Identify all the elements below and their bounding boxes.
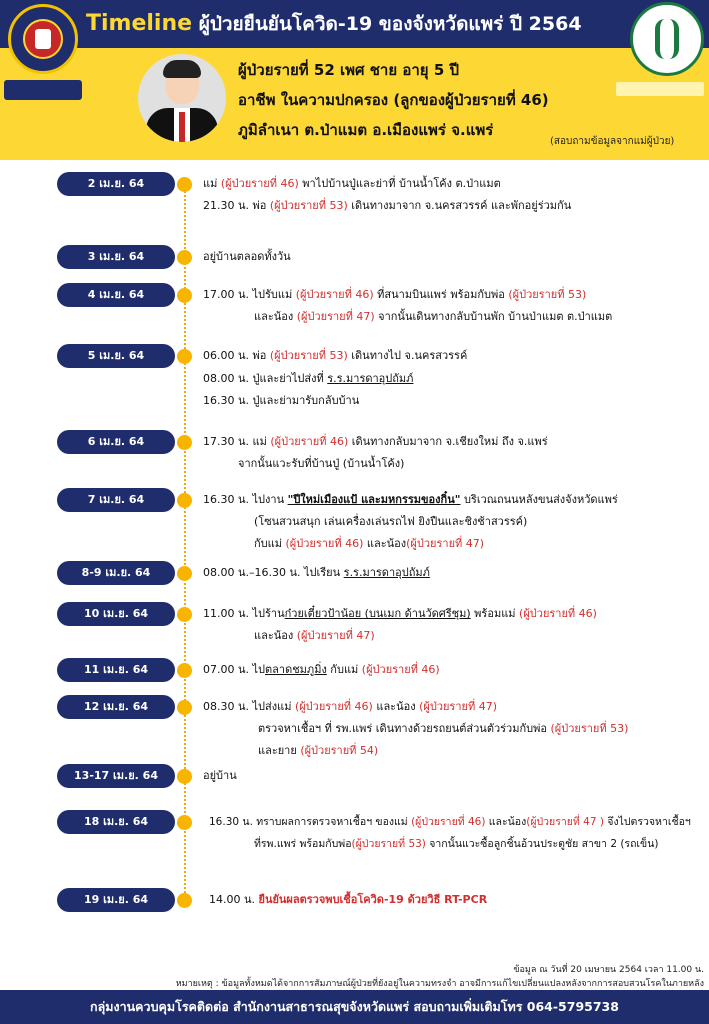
event-text: ตรวจหาเชื้อฯ ที่ รพ.แพร่ เดินทางด้วยรถยนต์ส่วนตัวร่วมกับพ่อ (ผู้ป่วยรายที่ 53) — [258, 722, 629, 735]
event-text: แม่ (ผู้ป่วยรายที่ 46) พาไปบ้านปู่และย่าที่ บ้านน้ำโค้ง ต.ป่าแมต — [203, 177, 501, 190]
date-pill: 6 เม.ย. 64 — [57, 430, 175, 454]
date-pill: 2 เม.ย. 64 — [57, 172, 175, 196]
ministry-caption — [616, 82, 704, 96]
provincial-seal-icon — [8, 4, 78, 74]
timeline-dot — [177, 769, 192, 784]
title-highlight: Timeline — [86, 11, 193, 36]
occupation-line: อาชีพ ในความปกครอง (ลูกของผู้ป่วยรายที่ 46) — [238, 91, 549, 109]
event-text: 08.00 น. ปู่และย่าไปส่งที่ ร.ร.มารดาอุปถัมภ์ — [203, 372, 414, 385]
timeline-dot — [177, 607, 192, 622]
date-pill: 10 เม.ย. 64 — [57, 602, 175, 626]
timeline-dot — [177, 288, 192, 303]
event-text: 16.30 น. ไปงาน "ปีใหม่เมืองแป้ และมหกรรมของกิ๋น" บริเวณถนนหลังขนส่งจังหวัดแพร่ — [203, 493, 618, 506]
timeline-dot — [177, 435, 192, 450]
source-note: (สอบถามข้อมูลจากแม่ผู้ป่วย) — [550, 136, 675, 147]
date-pill: 7 เม.ย. 64 — [57, 488, 175, 512]
page-title — [86, 6, 626, 42]
date-pill: 3 เม.ย. 64 — [57, 245, 175, 269]
event-text: (โซนสวนสนุก เล่นเครื่องเล่นรถไฟ ยิงปืนและชิงช้าสวรรค์) — [254, 515, 528, 528]
remark: หมายเหตุ : ข้อมูลทั้งหมดได้จากการสัมภาษณ์ผู้ป่วยที่ยังอยู่ในความทรงจำ อาจมีการแก้ไขเปลี่ยนแปลงหลังจากการสอบสวนโรคในภายหลัง — [175, 979, 704, 989]
timeline-dot — [177, 349, 192, 364]
event-text: และน้อง (ผู้ป่วยรายที่ 47) จากนั้นเดินทางกลับบ้านพัก บ้านป่าแมต ต.ป่าแมต — [254, 310, 613, 323]
date-pill: 18 เม.ย. 64 — [57, 810, 175, 834]
timeline-dot — [177, 893, 192, 908]
timeline-dot — [177, 493, 192, 508]
event-text: 16.30 น. ทราบผลการตรวจหาเชื้อฯ ของแม่ (ผู้ป่วยรายที่ 46) และน้อง(ผู้ป่วยรายที่ 47 ) จึงไปตรวจหาเชื้อฯ — [209, 816, 691, 828]
patient-line: ผู้ป่วยรายที่ 52 เพศ ชาย อายุ 5 ปี — [238, 61, 459, 79]
timeline-dot — [177, 815, 192, 830]
event-text: 21.30 น. พ่อ (ผู้ป่วยรายที่ 53) เดินทางมาจาก จ.นครสวรรค์ และพักอยู่ร่วมกัน — [203, 199, 572, 212]
event-text: 16.30 น. ปู่และย่ามารับกลับบ้าน — [203, 394, 360, 407]
date-pill: 4 เม.ย. 64 — [57, 283, 175, 307]
date-pill: 12 เม.ย. 64 — [57, 695, 175, 719]
covid-center-badge — [4, 80, 82, 100]
timeline-dot — [177, 177, 192, 192]
event-text: 11.00 น. ไปร้านก๋วยเตี๋ยวป้าน้อย (บนเมก ด้านวัดศรีชุม) พร้อมแม่ (ผู้ป่วยรายที่ 46) — [203, 607, 597, 620]
date-pill: 5 เม.ย. 64 — [57, 344, 175, 368]
timeline-dot — [177, 700, 192, 715]
event-text: จากนั้นแวะรับที่บ้านปู่ (บ้านน้ำโค้ง) — [238, 457, 405, 470]
event-text: 07.00 น. ไปตลาดชมภูมิ่ง กับแม่ (ผู้ป่วยรายที่ 46) — [203, 663, 440, 676]
event-text: อยู่บ้าน — [203, 769, 237, 782]
event-text: 17.00 น. ไปรับแม่ (ผู้ป่วยรายที่ 46) ที่สนามบินแพร่ พร้อมกับพ่อ (ผู้ป่วยรายที่ 53) — [203, 288, 587, 301]
event-text: 08.30 น. ไปส่งแม่ (ผู้ป่วยรายที่ 46) และน้อง (ผู้ป่วยรายที่ 47) — [203, 700, 498, 713]
event-text: และน้อง (ผู้ป่วยรายที่ 47) — [254, 629, 375, 642]
title-rest: ผู้ป่วยยืนยันโควิด-19 ของจังหวัดแพร่ ปี 2564 — [198, 13, 582, 35]
ministry-of-public-health-icon — [630, 2, 704, 76]
timeline-dot — [177, 250, 192, 265]
event-text: และยาย (ผู้ป่วยรายที่ 54) — [258, 744, 379, 757]
date-pill: 19 เม.ย. 64 — [57, 888, 175, 912]
event-text: 14.00 น. ยืนยันผลตรวจพบเชื้อโควิด-19 ด้วยวิธี RT-PCR — [209, 893, 488, 906]
event-text: ที่รพ.แพร่ พร้อมกับพ่อ(ผู้ป่วยรายที่ 53) จากนั้นแวะซื้อลูกชิ้นอ้วนประตูชัย สาขา 2 (รถเข็น) — [254, 838, 659, 850]
contact-footer: กลุ่มงานควบคุมโรคติดต่อ สำนักงานสาธารณสุขจังหวัดแพร่ สอบถามเพิ่มเติมโทร 064-5795738 — [0, 990, 709, 1024]
data-as-of: ข้อมูล ณ วันที่ 20 เมษายน 2564 เวลา 11.00 น. — [513, 965, 704, 975]
event-text: อยู่บ้านตลอดทั้งวัน — [203, 250, 291, 263]
event-text: 06.00 น. พ่อ (ผู้ป่วยรายที่ 53) เดินทางไป จ.นครสวรรค์ — [203, 349, 468, 362]
date-pill: 13-17 เม.ย. 64 — [57, 764, 175, 788]
timeline-dot — [177, 566, 192, 581]
timeline-dot — [177, 663, 192, 678]
event-text: 17.30 น. แม่ (ผู้ป่วยรายที่ 46) เดินทางกลับมาจาก จ.เชียงใหม่ ถึง จ.แพร่ — [203, 435, 548, 448]
event-text: กับแม่ (ผู้ป่วยรายที่ 46) และน้อง(ผู้ป่วยรายที่ 47) — [254, 537, 485, 550]
hometown-line: ภูมิลำเนา ต.ป่าแมต อ.เมืองแพร่ จ.แพร่ — [238, 121, 494, 139]
date-pill: 8-9 เม.ย. 64 — [57, 561, 175, 585]
event-text: 08.00 น.–16.30 น. ไปเรียน ร.ร.มารดาอุปถัมภ์ — [203, 566, 430, 579]
male-person-avatar-icon — [138, 54, 226, 142]
date-pill: 11 เม.ย. 64 — [57, 658, 175, 682]
